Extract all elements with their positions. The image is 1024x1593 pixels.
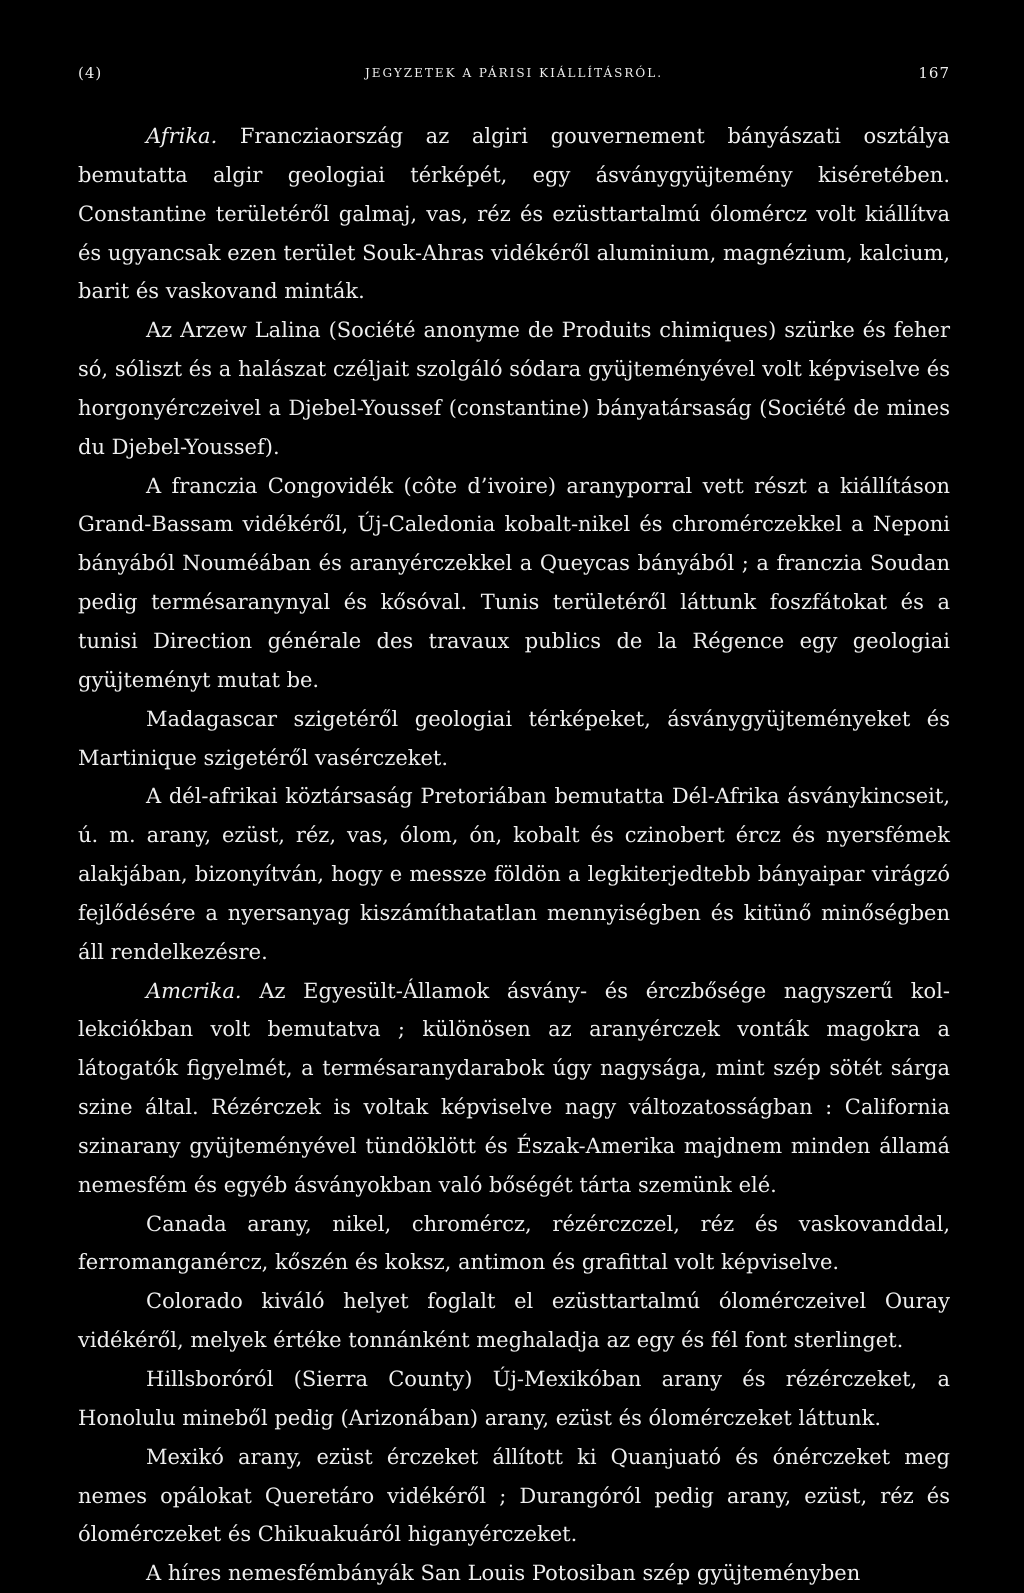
section-heading-america: Amcrika. <box>146 978 242 1003</box>
page-number: 167 <box>918 64 950 82</box>
paragraph-text: A híres nemesfémbányák San Louis Potosiban szép gyüjteményben <box>146 1561 861 1586</box>
chapter-number: (4) <box>78 64 103 82</box>
paragraph-text: Madagascar szigetéről geologiai térképeket, ásványgyüjteményeket és Martinique szigetéről vasérczeket. <box>78 706 950 770</box>
paragraph <box>78 1282 950 1360</box>
paragraph <box>78 1438 950 1555</box>
body-text <box>78 117 950 1593</box>
paragraph <box>78 467 950 700</box>
section-heading-africa: Afrika. <box>146 124 218 148</box>
paragraph <box>78 1360 950 1438</box>
running-head <box>78 64 950 98</box>
paragraph-text: Az Egyesült-Államok ásvány- és érczbősége nagyszerű kollekciókban volt bemutatva ; különösen az aranyérczek vonták magokra a látogatók figyelmét, a termésaranydarabok úgy nagysága, mint szép sötét sárga szine által. Rézérczek is voltak képviselve nagy változatosságban : California szinarany gyüjteményével tündöklött és Észak-Amerika majdnem minden államá nemesfém és egyéb ásványokban való bőségét tárta szemünk elé. <box>78 978 950 1197</box>
paragraph <box>78 700 950 778</box>
paragraph-text: Canada arany, nikel, chromércz, rézérczczel, réz és vaskovanddal, ferromanganércz, kőszén és koksz, antimon és grafittal volt képviselve. <box>78 1211 950 1275</box>
paragraph <box>78 972 950 1205</box>
paragraph-text: Hillsboróról (Sierra County) Új-Mexikóban arany és rézérczeket, a Honolulu mineből pedig (Arizonában) arany, ezüst és ólomérczeket láttunk. <box>78 1367 950 1430</box>
paragraph-text: Colorado kiváló helyet foglalt el ezüsttartalmú ólomérczeivel Ouray vidékéről, melyek értéke tonnánként meghaladja az egy és fél font sterlinget. <box>78 1289 950 1353</box>
paragraph-text: Francziaország az algiri gouvernement bányászati osztálya bemutatta algir geologiai térképét, egy ásványgyüjtemény kiséretében. Constantine területéről galmaj, vas, réz és ezüsttartalmú ólomércz volt kiállítva és ugyancsak ezen terület Souk-Ahras vidékéről aluminium, magnézium, kalcium, barit és vaskovand minták. <box>78 124 950 304</box>
paragraph-text: Mexikó arany, ezüst érczeket állított ki Quanjuató és ónérczeket meg nemes opálokat Queretáro vidékéről ; Durangóról pedig arany, ezüst, réz és ólomérczeket és Chikuakuáról higanyérczeket. <box>78 1444 950 1547</box>
paragraph-text: A franczia Congovidék (côte d’ivoire) aranyporral vett részt a kiállításon Grand-Bassam vidékéről, Új-Caledonia kobalt-nikel és chromérczekkel a Neponi bányából Nouméában és aranyérczekkel a Queycas bányából ; a franczia Soudan pedig termésaranynyal és kősóval. Tunis területéről láttunk foszfátokat és a tunisi Direction générale des travaux publics de la Régence egy geologiai gyüjteményt mutat be. <box>78 473 950 692</box>
paragraph <box>78 117 950 311</box>
paragraph <box>78 1205 950 1283</box>
paragraph-text: Az Arzew Lalina (Société anonyme de Produits chimiques) szürke és feher só, sóliszt és a halászat czéljait szolgáló sódara gyüjteményével volt képviselve és horgonyérczeivel a Djebel-Youssef (constantine) bányatársaság (Société de mines du Djebel-Youssef). <box>78 318 950 459</box>
paragraph <box>78 777 950 971</box>
paragraph-text: A dél-afrikai köztársaság Pretoriában bemutatta Dél-Afrika ásványkincseit, ú. m. arany, ezüst, réz, vas, ólom, ón, kobalt és czinobert ércz és nyersfémek alakjában, bizonyítván, hogy e messze földön a legkiterjedtebb bányaipar virágzó fejlődésére a nyersanyag kiszámíthatatlan mennyiségben és kitünő minőségben áll rendelkezésre. <box>78 784 950 964</box>
paragraph <box>78 1554 950 1593</box>
running-title: JEGYZETEK A PÁRISI KIÁLLÍTÁSRÓL. <box>364 66 664 80</box>
paragraph <box>78 311 950 466</box>
